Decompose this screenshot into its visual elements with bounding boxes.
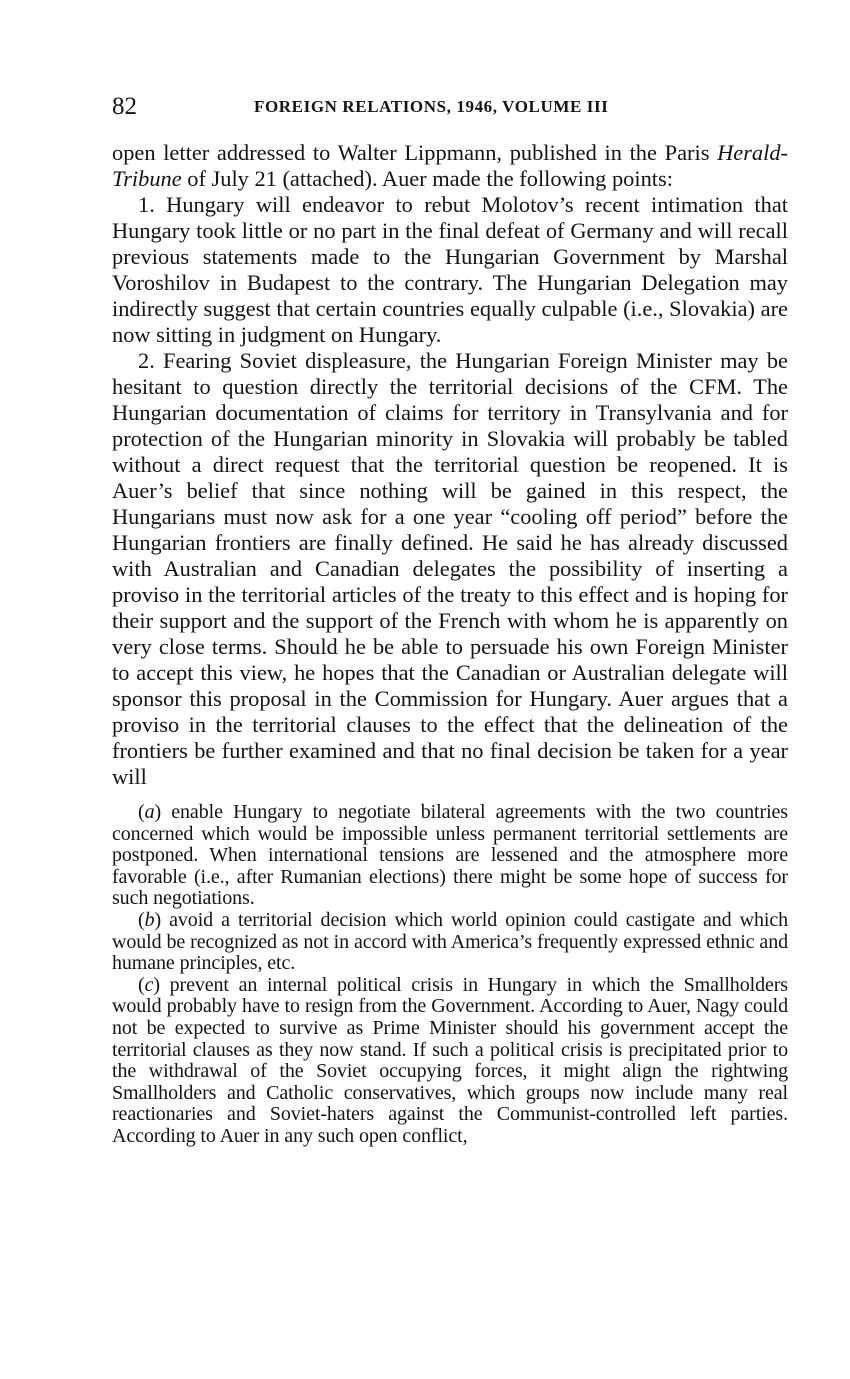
intro-paragraph: [112, 140, 788, 192]
main-text: [112, 140, 788, 790]
subpoint-b-text: avoid a territorial decision which world opinion could castigate and which would be recognized as not in accord with America’s frequently expressed ethnic and humane principles, etc.: [112, 908, 788, 975]
intro-text-start: open letter addressed to Walter Lippmann, published in the Paris: [112, 140, 718, 165]
subpoint-list: [112, 802, 788, 1148]
page-number: 82: [112, 93, 137, 120]
subpoint-b-label: b: [144, 908, 155, 931]
running-head: [112, 92, 788, 126]
subpoint-c-label: c: [144, 973, 154, 996]
document-page: [112, 92, 788, 1148]
subpoint-c-text: prevent an internal political crisis in Hungary in which the Smallholders would probably have to resign from the Government. According to Auer, Nagy could not be expected to survive as Prime Minister should his government accept the territorial clauses as they now stand. If such a political crisis is precipitated prior to the withdrawal of the Soviet occupying forces, it might align the rightwing Smallholders and Catholic conservatives, which groups now include many real reactionaries and Soviet-haters against the Communist-controlled left parties. According to Auer in any such open conflict,: [112, 973, 788, 1147]
subpoint-b: (b) avoid a territorial decision which world opinion could castigate and which would be recognized as not in accord with America’s frequently expressed ethnic and humane principles, etc.: [112, 908, 788, 975]
subpoint-a: (a) enable Hungary to negotiate bilateral agreements with the two countries concerned which would be impossible unless permanent territorial settlements are postponed. When international tensions are lessened and the atmosphere more favorable (i.e., after Rumanian elections) there might be some hope of success for such negotiations.: [112, 801, 788, 910]
running-title: FOREIGN RELATIONS, 1946, VOLUME III: [254, 97, 609, 116]
point-1-paragraph: 1. Hungary will endeavor to rebut Molotov’s recent intimation that Hungary took little or no part in the final defeat of Germany and will recall previous statements made to the Hungarian Government by Marshal Voroshilov in Budapest to the contrary. The Hungarian Delegation may indirectly suggest that certain countries equally culpable (i.e., Slovakia) are now sitting in judgment on Hungary.: [112, 192, 788, 347]
newspaper-title: Herald-Tribune: [112, 140, 788, 191]
subpoint-c: (c) prevent an internal political crisis in Hungary in which the Smallholders would probably have to resign from the Government. According to Auer, Nagy could not be expected to survive as Prime Minister should his government accept the territorial clauses as they now stand. If such a political crisis is precipitated prior to the withdrawal of the Soviet occupying forces, it might align the rightwing Smallholders and Catholic conservatives, which groups now include many real reactionaries and Soviet-haters against the Communist-controlled left parties. According to Auer in any such open conflict,: [112, 973, 788, 1147]
point-2-paragraph: 2. Fearing Soviet displeasure, the Hungarian Foreign Minister may be hesitant to question directly the territorial decisions of the CFM. The Hungarian documentation of claims for territory in Transylvania and for protection of the Hungarian minority in Slovakia will probably be tabled without a direct request that the territorial question be reopened. It is Auer’s belief that since nothing will be gained in this respect, the Hungarians must now ask for a one year “cooling off period” before the Hungarian frontiers are finally defined. He said he has already discussed with Australian and Canadian delegates the possibility of inserting a proviso in the territorial articles of the treaty to this effect and is hoping for their support and the support of the French with whom he is apparently on very close terms. Should he be able to persuade his own Foreign Minister to accept this view, he hopes that the Canadian or Australian delegate will sponsor this proposal in the Commission for Hungary. Auer argues that a proviso in the territorial clauses to the effect that the delineation of the frontiers be further examined and that no final decision be taken for a year will: [112, 348, 788, 789]
subpoint-a-label: a: [144, 801, 155, 823]
subpoint-a-text: enable Hungary to negotiate bilateral agreements with the two countries concerned which would be impossible unless permanent territorial settlements are postponed. When international tensions are lessened and the atmosphere more favorable (i.e., after Rumanian elections) there might be some hope of success for such negotiations.: [112, 801, 788, 910]
intro-text-end: of July 21 (attached). Auer made the following points:: [181, 166, 673, 191]
